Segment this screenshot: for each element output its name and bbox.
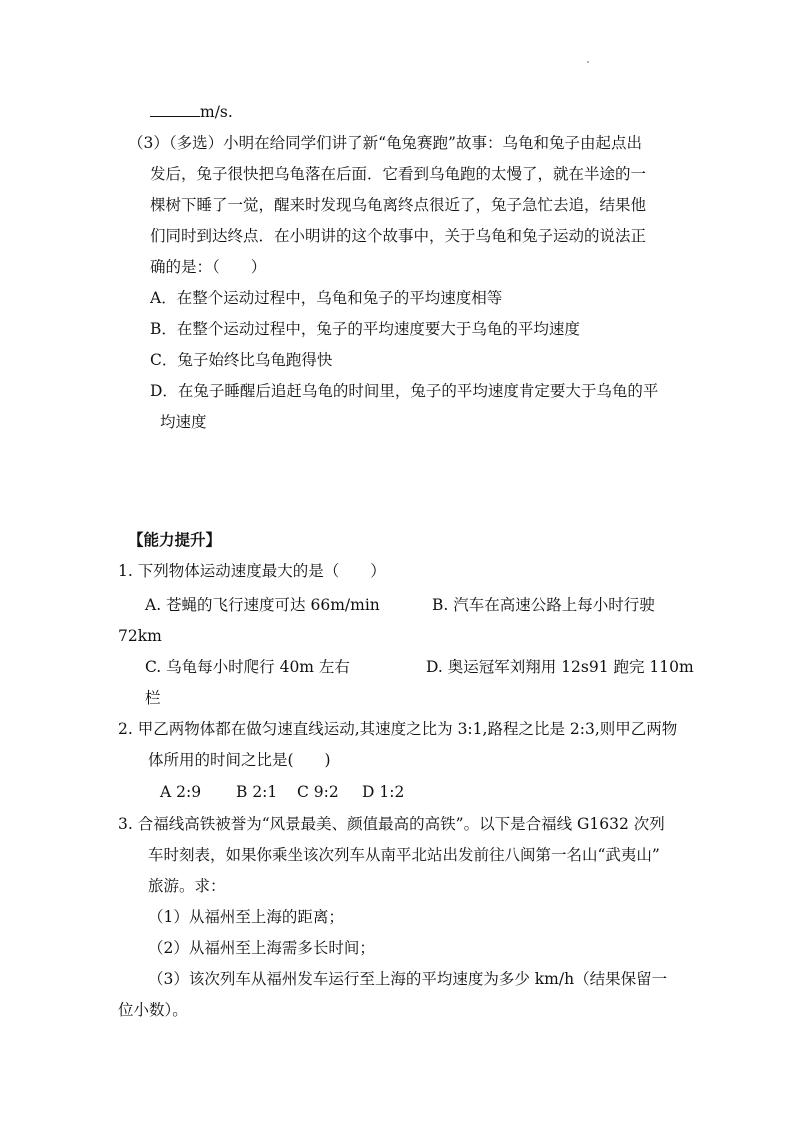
q3-option-b: B．在整个运动过程中，兔子的平均速度要大于乌龟的平均速度 (150, 320, 580, 338)
q3-option-c: C．兔子始终比乌龟跑得快 (150, 351, 333, 369)
p1-option-d-cont: 栏 (145, 689, 161, 707)
p1-option-b: B. 汽车在高速公路上每小时行驶 (432, 596, 655, 614)
p1-option-a: A. 苍蝇的飞行速度可达 66m/min (145, 596, 380, 614)
p1-option-b-cont: 72km (118, 627, 162, 645)
q3-stem-line-1: （3）（多选）小明在给同学们讲了新“龟兔赛跑”故事：乌龟和兔子由起点出 (128, 134, 642, 152)
p1-option-d: D. 奥运冠军刘翔用 12s91 跑完 110m (426, 658, 694, 676)
q3-stem-line-3: 棵树下睡了一觉，醒来时发现乌龟离终点很近了，兔子急忙去追，结果他 (150, 196, 647, 214)
p2-option-d: D 1:2 (362, 783, 405, 801)
q3-option-d: D．在兔子睡醒后追赶乌龟的时间里，兔子的平均速度肯定要大于乌龟的平 (150, 382, 659, 400)
answer-blank[interactable] (150, 102, 200, 117)
p1-option-c: C. 乌龟每小时爬行 40m 左右 (145, 658, 350, 676)
p3-sub-1: （1）从福州至上海的距离； (148, 908, 344, 926)
p2-option-b: B 2:1 (236, 783, 278, 801)
p1-stem: 1. 下列物体运动速度最大的是（ ） (118, 562, 386, 580)
page-mark (587, 61, 589, 63)
p2-option-c: C 9:2 (297, 783, 339, 801)
p3-stem-line-1: 3. 合福线高铁被誉为“风景最美、颜值最高的高铁”。以下是合福线 G1632 次列 (118, 815, 665, 833)
p2-stem-line-2: 体所用的时间之比是( ) (148, 751, 331, 769)
p3-sub-3: （3）该次列车从福州发车运行至上海的平均速度为多少 km/h（结果保留一 (148, 970, 668, 988)
p3-stem-line-2: 车时刻表，如果你乘坐该次列车从南平北站出发前往八闽第一名山“武夷山” (148, 846, 660, 864)
q3-stem-line-4: 们同时到达终点．在小明讲的这个故事中，关于乌龟和兔子运动的说法正 (150, 227, 647, 245)
q3-option-a: A．在整个运动过程中，乌龟和兔子的平均速度相等 (150, 289, 503, 307)
q3-stem-line-2: 发后，兔子很快把乌龟落在后面．它看到乌龟跑的太慢了，就在半途的一 (150, 165, 647, 183)
p3-stem-line-3: 旅游。求： (148, 877, 226, 895)
p3-sub-2: （2）从福州至上海需多长时间； (148, 939, 375, 957)
p3-sub-3-cont: 位小数）。 (118, 1001, 188, 1019)
q3-option-d-cont: 均速度 (160, 413, 207, 431)
p2-option-a: A 2:9 (160, 783, 202, 801)
prev-answer-line (150, 102, 233, 122)
answer-unit: m/s. (200, 103, 233, 121)
q3-stem-line-5: 确的是：（ ） (150, 258, 267, 276)
p2-stem-line-1: 2. 甲乙两物体都在做匀速直线运动,其速度之比为 3:1,路程之比是 2:3,则甲乙两物 (118, 720, 678, 738)
section-title: 【能力提升】 (128, 530, 222, 549)
